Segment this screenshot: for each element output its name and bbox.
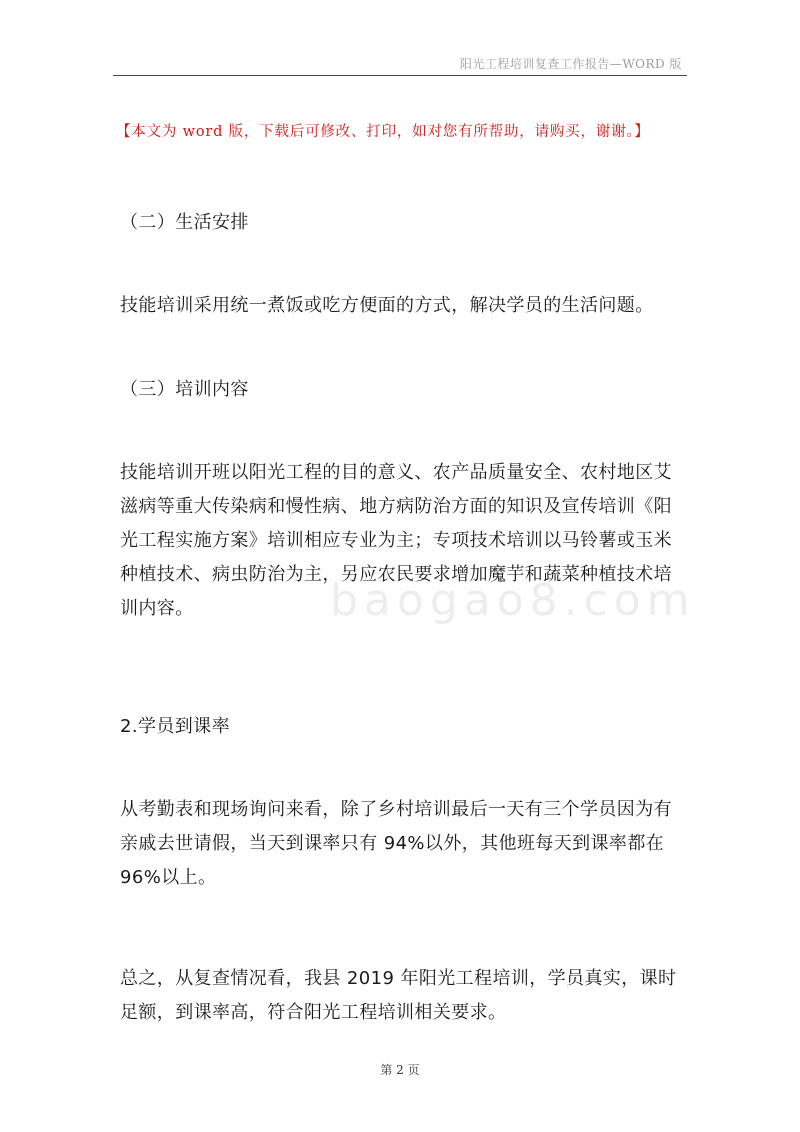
section-heading-attendance: 2.学员到课率 bbox=[120, 716, 230, 737]
section-heading-living: （二）生活安排 bbox=[120, 212, 249, 233]
download-notice: 【本文为 word 版，下载后可修改、打印，如对您有所帮助，请购买，谢谢。】 bbox=[116, 124, 650, 140]
section-heading-content: （三）培训内容 bbox=[120, 379, 249, 400]
header-title: 阳光工程培训复查工作报告—WORD 版 bbox=[459, 57, 682, 71]
watermark: baogao8.com bbox=[330, 575, 696, 626]
paragraph-living: 技能培训采用统一煮饭或吃方便面的方式，解决学员的生活问题。 bbox=[120, 295, 654, 316]
paragraph-attendance: 从考勤表和现场询问来看，除了乡村培训最后一天有三个学员因为有亲戚去世请假，当天到课率只有 94%以外，其他班每天到课率都在96%以上。 bbox=[120, 799, 672, 888]
paragraph-summary: 总之，从复查情况看，我县 2019 年阳光工程培训，学员真实，课时足额，到课率高，符合阳光工程培训相关要求。 bbox=[120, 968, 677, 1023]
paragraph-content: 技能培训开班以阳光工程的目的意义、农产品质量安全、农村地区艾滋病等重大传染病和慢性病、地方病防治方面的知识及宣传培训《阳光工程实施方案》培训相应专业为主；专项技术培训以马铃薯或玉米种植技术、病虫防治为主，另应农民要求增加魔芋和蔬菜种植技术培训内容。 bbox=[120, 462, 672, 619]
page-number: 第 2 页 bbox=[380, 1063, 420, 1077]
header-divider bbox=[113, 75, 687, 76]
